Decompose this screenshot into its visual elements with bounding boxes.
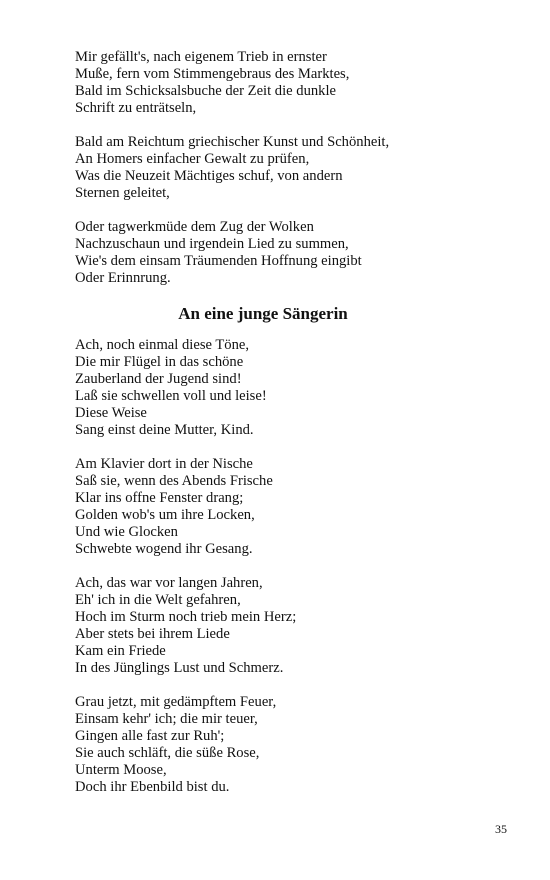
poem-continuation (75, 49, 515, 287)
verse-line: Zauberland der Jugend sind! (75, 371, 242, 387)
poem-an-eine-junge-saengerin (75, 304, 515, 796)
verse-line: Ach, noch einmal diese Töne, (75, 337, 249, 353)
stanza (75, 694, 515, 796)
poem-title: An eine junge Sängerin (178, 304, 348, 323)
verse-line: Grau jetzt, mit gedämpftem Feuer, (75, 694, 277, 710)
verse-line: Sie auch schläft, die süße Rose, (75, 745, 260, 761)
verse-line: Aber stets bei ihrem Liede (75, 626, 230, 642)
verse-line: In des Jünglings Lust und Schmerz. (75, 660, 284, 676)
verse-line: Nachzuschaun und irgendein Lied zu summen, (75, 236, 349, 252)
verse-line: An Homers einfacher Gewalt zu prüfen, (75, 151, 310, 167)
stanza (75, 49, 515, 117)
verse-line: Laß sie schwellen voll und leise! (75, 388, 267, 404)
stanza (75, 219, 515, 287)
verse-line: Gingen alle fast zur Ruh'; (75, 728, 225, 744)
verse-line: Oder Erinnrung. (75, 270, 171, 286)
verse-line: Eh' ich in die Welt gefahren, (75, 592, 241, 608)
verse-line: Mir gefällt's, nach eigenem Trieb in ernster (75, 49, 327, 65)
verse-line: Saß sie, wenn des Abends Frische (75, 473, 273, 489)
verse-line: Sternen geleitet, (75, 185, 170, 201)
verse-line: Diese Weise (75, 405, 147, 421)
stanza (75, 337, 515, 439)
verse-line: Was die Neuzeit Mächtiges schuf, von andern (75, 168, 343, 184)
verse-line: Bald im Schicksalsbuche der Zeit die dunkle (75, 83, 336, 99)
verse-line: Am Klavier dort in der Nische (75, 456, 253, 472)
verse-line: Einsam kehr' ich; die mir teuer, (75, 711, 258, 727)
stanza (75, 134, 515, 202)
verse-line: Hoch im Sturm noch trieb mein Herz; (75, 609, 297, 625)
stanza (75, 456, 515, 558)
verse-line: Ach, das war vor langen Jahren, (75, 575, 263, 591)
verse-line: Klar ins offne Fenster drang; (75, 490, 244, 506)
verse-line: Kam ein Friede (75, 643, 166, 659)
verse-line: Sang einst deine Mutter, Kind. (75, 422, 254, 438)
verse-line: Schrift zu enträtseln, (75, 100, 197, 116)
verse-line: Unterm Moose, (75, 762, 167, 778)
verse-line: Doch ihr Ebenbild bist du. (75, 779, 230, 795)
verse-line: Bald am Reichtum griechischer Kunst und Schönheit, (75, 134, 390, 150)
stanza (75, 575, 515, 677)
verse-line: Oder tagwerkmüde dem Zug der Wolken (75, 219, 314, 235)
verse-line: Und wie Glocken (75, 524, 178, 540)
verse-line: Schwebte wogend ihr Gesang. (75, 541, 253, 557)
verse-line: Golden wob's um ihre Locken, (75, 507, 255, 523)
verse-line: Wie's dem einsam Träumenden Hoffnung eingibt (75, 253, 362, 269)
page-body (75, 49, 515, 813)
verse-line: Die mir Flügel in das schöne (75, 354, 244, 370)
page-number: 35 (495, 822, 507, 836)
verse-line: Muße, fern vom Stimmengebraus des Marktes, (75, 66, 350, 82)
